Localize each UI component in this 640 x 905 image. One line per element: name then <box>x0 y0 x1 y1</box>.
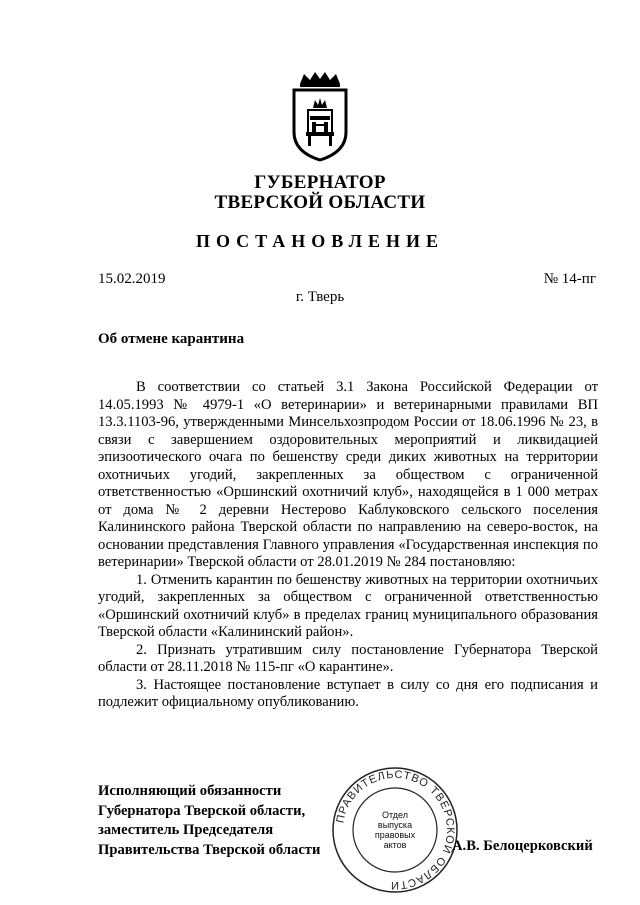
stamp-inner-line: правовых <box>374 830 416 840</box>
signatory-title-line: заместитель Председателя <box>98 822 274 838</box>
document-city: г. Тверь <box>295 289 345 305</box>
document-subject: Об отмене карантина <box>98 331 245 347</box>
signatory-title-line: Губернатора Тверской области, <box>98 802 306 819</box>
issuer-title-line-1: ГУБЕРНАТОР <box>254 172 386 193</box>
stamp-inner-line: Отдел <box>381 810 409 820</box>
document-body <box>98 379 598 712</box>
tver-coat-of-arms-icon <box>290 70 350 162</box>
stamp-inner-text <box>360 810 430 850</box>
stamp-inner-line: актов <box>383 840 407 850</box>
body-paragraph-preamble: В соответствии со статьей 3.1 Закона Российской Федерации от 14.05.1993 № 4979-1 «О ветеринарии» и ветеринарными правилами ВП 13.3.1103-96, утвержденными Минсельхозпродом России от 18.06.1996 № 23, в связи с завершением оздоровительных мероприятий и ликвидацией эпизоотического очага по бешенству среди диких животных на территории охотничьих угодий, закрепленных за обществом с ограниченной ответственностью «Оршинский охотничий клуб», находящейся в 1 000 метрах от дома № 2 деревни Нестерово Каблуковского сельского поселения Калининского района Тверской области по направлению на северо-восток, на основании представления Главного управления «Государственная инспекция по ветеринарии» Тверской области от 28.01.2019 № 284 постановляю: <box>98 379 598 570</box>
document-date: 15.02.2019 <box>98 271 166 287</box>
body-paragraph-item-2: 2. Признать утратившим силу постановление Губернатора Тверской области от 28.11.2018 № 115-пг «О карантине». <box>98 641 598 675</box>
stamp-inner-line: выпуска <box>377 820 413 830</box>
issuer-title-line-2: ТВЕРСКОЙ ОБЛАСТИ <box>214 192 426 213</box>
signatory-title <box>98 782 348 860</box>
stamp-ring-text: ПРАВИТЕЛЬСТВО ТВЕРСКОЙ ОБЛАСТИ <box>334 768 457 892</box>
body-paragraph-item-3: 3. Настоящее постановление вступает в силу со дня его подписания и подлежит официальному опубликованию. <box>98 676 598 710</box>
body-paragraph-item-1: 1. Отменить карантин по бешенству животных на территории охотничьих угодий, закрепленных за обществом с ограниченной ответственностью «Оршинский охотничий клуб» в пределах границ муниципального образования Тверской области «Калининский район». <box>98 571 598 640</box>
signatory-title-line: Правительства Тверской области <box>98 841 321 858</box>
signatory-title-line: Исполняющий обязанности <box>98 783 282 799</box>
document-type-heading: ПОСТАНОВЛЕНИЕ <box>195 231 445 251</box>
document-number: № 14-пг <box>543 271 596 287</box>
signatory-name: А.В. Белоцерковский <box>452 838 593 854</box>
